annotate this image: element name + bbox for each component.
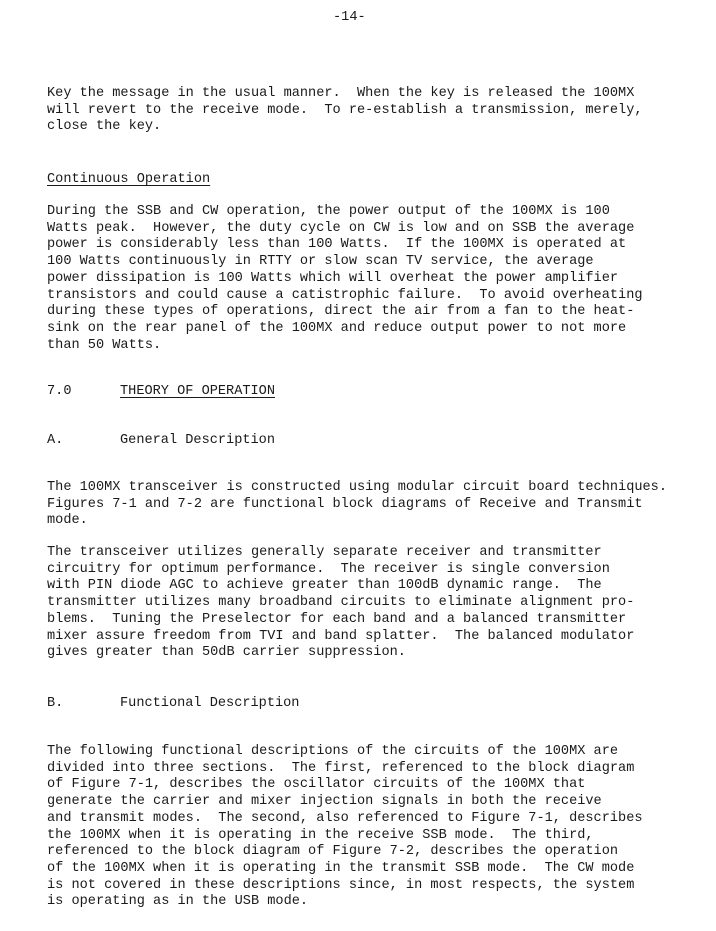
text-line: is not covered in these descriptions since, in most respects, the system (47, 877, 635, 893)
text-line: The transceiver utilizes generally separate receiver and transmitter (47, 545, 602, 560)
text-line: The following functional descriptions of the circuits of the 100MX are (47, 744, 619, 759)
text-line: power dissipation is 100 Watts which will overheat the power amplifier (47, 270, 619, 286)
paragraph-general-1 (47, 480, 667, 530)
text-line: than 50 Watts. (47, 337, 162, 353)
subsection-a-letter: A. (47, 433, 64, 448)
text-line: of Figure 7-1, describes the oscillator circuits of the 100MX that (47, 777, 586, 793)
text-line: mode. (47, 513, 88, 529)
section-title: THEORY OF OPERATION (120, 384, 275, 399)
paragraph-functional (47, 744, 643, 911)
subsection-b-letter: B. (47, 696, 64, 711)
text-line: is operating as in the USB mode. (47, 894, 309, 910)
text-line: and transmit modes. The second, also referenced to Figure 7-1, describes (47, 810, 643, 826)
paragraph-continuous-operation (47, 204, 643, 354)
text-line: gives greater than 50dB carrier suppression. (47, 645, 406, 661)
text-line: 100 Watts continuously in RTTY or slow scan TV service, the average (47, 254, 594, 270)
text-line: The 100MX transceiver is constructed using modular circuit board techniques. (47, 480, 667, 495)
text-line: close the key. (47, 119, 162, 135)
text-line: Key the message in the usual manner. When the key is released the 100MX (47, 86, 635, 101)
text-line: with PIN diode AGC to achieve greater than 100dB dynamic range. The (47, 578, 602, 594)
subsection-a-title: General Description (120, 433, 275, 448)
text-line: During the SSB and CW operation, the power output of the 100MX is 100 (47, 204, 610, 219)
text-line: Watts peak. However, the duty cycle on CW is low and on SSB the average (47, 220, 635, 236)
section-number: 7.0 (47, 384, 72, 399)
text-line: the 100MX when it is operating in the receive SSB mode. The third, (47, 827, 594, 843)
subsection-b-title: Functional Description (120, 696, 300, 711)
text-line: referenced to the block diagram of Figure 7-2, describes the operation (47, 844, 619, 860)
paragraph-key-message (47, 86, 643, 136)
text-line: blems. Tuning the Preselector for each band and a balanced transmitter (47, 611, 627, 627)
heading-continuous-operation: Continuous Operation (47, 172, 211, 187)
text-line: mixer assure freedom from TVI and band splatter. The balanced modulator (47, 628, 635, 644)
text-line: generate the carrier and mixer injection signals in both the receive (47, 794, 602, 810)
text-line: of the 100MX when it is operating in the transmit SSB mode. The CW mode (47, 860, 635, 876)
text-line: divided into three sections. The first, referenced to the block diagram (47, 760, 635, 776)
text-line: power is considerably less than 100 Watts. If the 100MX is operated at (47, 237, 627, 253)
text-line: circuitry for optimum performance. The receiver is single conversion (47, 561, 610, 577)
text-line: Figures 7-1 and 7-2 are functional block diagrams of Receive and Transmit (47, 496, 643, 512)
text-line: transmitter utilizes many broadband circuits to eliminate alignment pro- (47, 595, 635, 611)
paragraph-general-2 (47, 545, 634, 662)
page-number: -14- (333, 10, 366, 25)
text-line: sink on the rear panel of the 100MX and reduce output power to not more (47, 320, 627, 336)
text-line: during these types of operations, direct the air from a fan to the heat- (47, 304, 635, 320)
text-line: transistors and could cause a catistrophic failure. To avoid overheating (47, 287, 643, 303)
text-line: will revert to the receive mode. To re-establish a transmission, merely, (47, 102, 643, 118)
